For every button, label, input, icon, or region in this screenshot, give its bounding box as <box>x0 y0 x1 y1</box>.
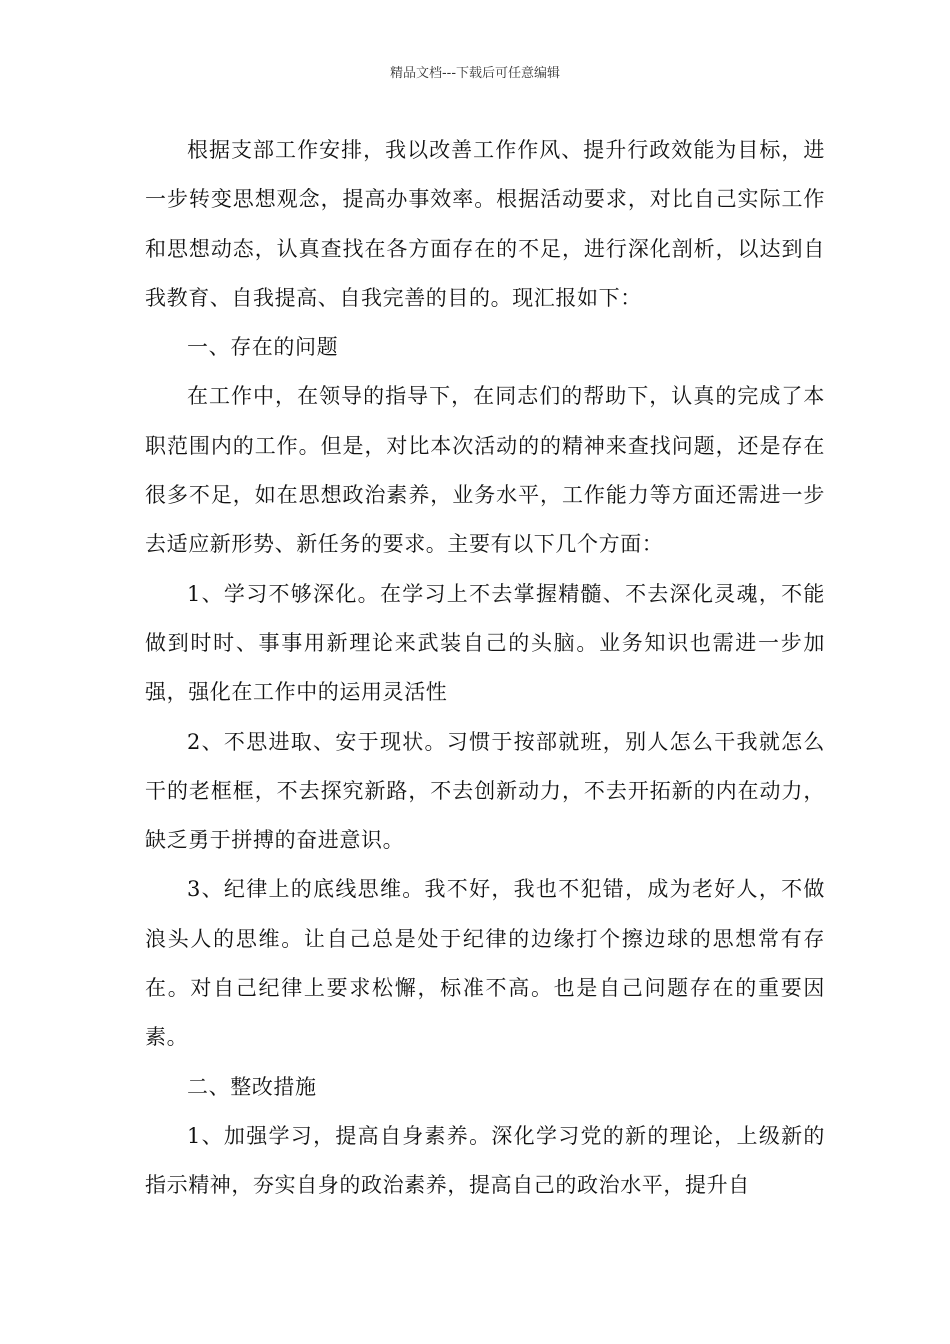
paragraph-problem-3: 3、纪律上的底线思维。我不好，我也不犯错，成为老好人，不做浪头人的思维。让自己总是处于纪律的边缘打个擦边球的思想常有存在。对自己纪律上要求松懈，标准不高。也是自己问题存在的重要因素。 <box>145 877 825 1050</box>
page-header: 精品文档---下载后可任意编辑 <box>389 66 561 81</box>
section-heading-measures: 二、整改措施 <box>187 1074 317 1099</box>
paragraph-problems-overview: 在工作中，在领导的指导下，在同志们的帮助下，认真的完成了本职范围内的工作。但是，对比本次活动的的精神来查找问题，还是存在很多不足，如在思想政治素养，业务水平，工作能力等方面还需进一步去适应新形势、新任务的要求。主要有以下几个方面： <box>145 384 825 557</box>
paragraph-intro: 根据支部工作安排，我以改善工作作风、提升行政效能为目标，进一步转变思想观念，提高办事效率。根据活动要求，对比自己实际工作和思想动态，认真查找在各方面存在的不足，进行深化剖析，以达到自我教育、自我提高、自我完善的目的。现汇报如下： <box>145 138 825 310</box>
document-body <box>145 126 825 1211</box>
paragraph-problem-2: 2、不思进取、安于现状。习惯于按部就班，别人怎么干我就怎么干的老框框，不去探究新路，不去创新动力，不去开拓新的内在动力，缺乏勇于拼搏的奋进意识。 <box>145 729 825 853</box>
paragraph-measure-1: 1、加强学习，提高自身素养。深化学习党的新的理论，上级新的指示精神，夯实自身的政治素养，提高自己的政治水平，提升自 <box>145 1123 825 1198</box>
section-heading-problems: 一、存在的问题 <box>187 335 339 360</box>
paragraph-problem-1: 1、学习不够深化。在学习上不去掌握精髓、不去深化灵魂，不能做到时时、事事用新理论来武装自己的头脑。业务知识也需进一步加强，强化在工作中的运用灵活性 <box>145 581 825 705</box>
